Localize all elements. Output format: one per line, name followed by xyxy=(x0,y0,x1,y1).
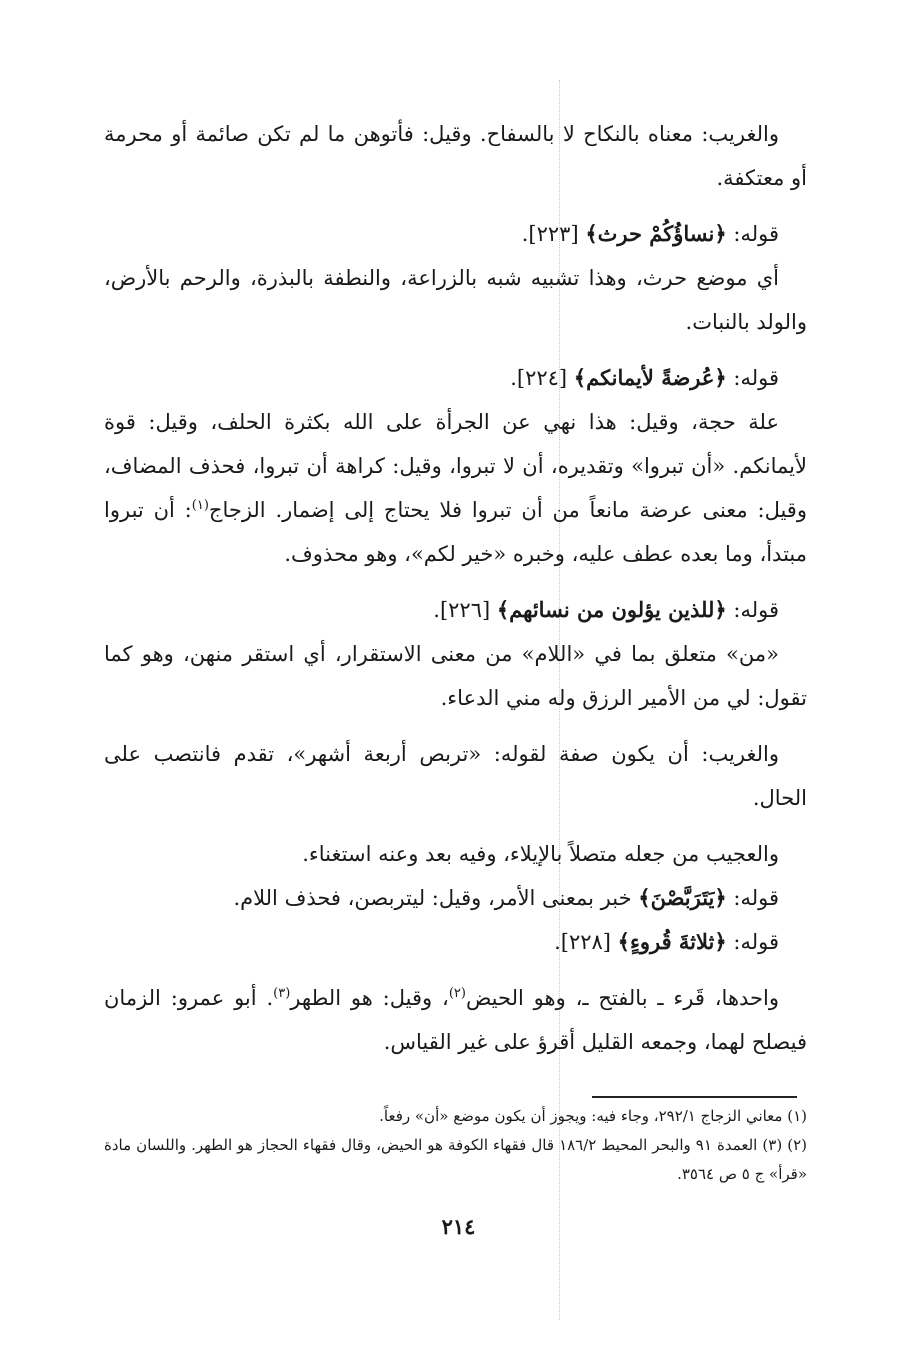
verse-suffix: [٢٢٣]. xyxy=(521,222,586,246)
paragraph-12-text-c: . أبو عمرو: الزمان فيصلح لهما، وجمعه القليل أقرؤ على غير القياس. xyxy=(104,986,807,1054)
footnote-1: (١) معاني الزجاج ٢٩٢/١، وجاء فيه: ويجوز أن يكون موضع «أن» رفعاً. xyxy=(379,1107,807,1125)
verse-prefix: قوله: xyxy=(726,598,779,622)
verse-heading-228 xyxy=(104,920,807,964)
page-number: ٢١٤ xyxy=(441,1214,476,1239)
verse-suffix: [٢٢٤]. xyxy=(510,366,574,390)
paragraph-5 xyxy=(104,400,807,576)
verse-text: ﴿للذين يؤلون من نسائهم﴾ xyxy=(496,597,727,622)
verse-prefix: قوله: xyxy=(726,886,779,910)
verse-prefix: قوله: xyxy=(726,930,779,954)
page-body xyxy=(104,112,807,1064)
footnote-divider xyxy=(592,1096,797,1098)
paragraph-7: «من» متعلق بما في «اللام» من معنى الاستقرار، أي استقر منهن، وهو كما تقول: لي من الأمير الرزق وله مني الدعاء. xyxy=(104,642,807,710)
verse-prefix: قوله: xyxy=(726,222,779,246)
verse-text: ﴿يَتَرَبَّصْنَ﴾ xyxy=(638,885,727,910)
verse-heading-tarabbusna xyxy=(104,876,807,920)
footnote-2: (٢) (٣) العمدة ٩١ والبحر المحيط ١٨٦/٢ قال فقهاء الكوفة هو الحيض، وقال فقهاء الحجاز هو الطهر. واللسان مادة «قرأ» ج ٥ ص ٣٥٦٤. xyxy=(104,1136,807,1183)
verse-heading-223 xyxy=(104,212,807,256)
verse-text: ﴿عُرضةً لأيمانكم﴾ xyxy=(573,365,727,390)
verse-suffix: خبر بمعنى الأمر، وقيل: ليتربصن، فحذف اللام. xyxy=(233,886,639,910)
paragraph-12-text-a: واحدها، قَرء ـ بالفتح ـ، وهو الحيض xyxy=(465,986,780,1010)
paragraph-8: والغريب: أن يكون صفة لقوله: «تربص أربعة أشهر»، تقدم فانتصب على الحال. xyxy=(104,742,807,810)
verse-suffix: [٢٢٨]. xyxy=(554,930,618,954)
verse-heading-226 xyxy=(104,588,807,632)
paragraph-1: والغريب: معناه بالنكاح لا بالسفاح. وقيل: فأتوهن ما لم تكن صائمة أو محرمة أو معتكفة. xyxy=(104,122,807,190)
paragraph-5-text-b: : أن تبروا مبتدأ، وما بعده عطف عليه، وخبره «خير لكم»، وهو محذوف. xyxy=(104,498,807,566)
verse-text: ﴿نساؤُكُمْ حرث﴾ xyxy=(585,221,727,246)
verse-prefix: قوله: xyxy=(726,366,779,390)
paragraph-3: أي موضع حرث، وهذا تشبيه شبه بالزراعة، والنطفة بالبذرة، والرحم بالأرض، والولد بالنبات. xyxy=(104,266,807,334)
verse-suffix: [٢٢٦]. xyxy=(433,598,497,622)
verse-heading-224 xyxy=(104,356,807,400)
paragraph-12 xyxy=(104,976,807,1064)
verse-text: ﴿ثلاثةَ قُروءٍ﴾ xyxy=(617,929,727,954)
paragraph-5-text-a: علة حجة، وقيل: هذا نهي عن الجرأة على الله بكثرة الحلف، وقيل: قوة لأيمانكم. «أن تبروا» وتقديره، أن لا تبروا، وقيل: كراهة أن تبروا، فحذف المضاف، وقيل: معنى عرضة مانعاً من أن تبروا فلا يحتاج إلى إضمار. الزجاج xyxy=(104,410,807,522)
footnotes xyxy=(104,1102,807,1189)
footnote-ref-1: (١) xyxy=(191,498,209,513)
paragraph-9: والعجيب من جعله متصلاً بالإيلاء، وفيه بعد وعنه استغناء. xyxy=(302,842,779,866)
paragraph-12-text-b: ، وقيل: هو الطهر xyxy=(290,986,449,1010)
footnote-ref-3: (٣) xyxy=(273,986,291,1001)
footnote-ref-2: (٢) xyxy=(448,986,466,1001)
